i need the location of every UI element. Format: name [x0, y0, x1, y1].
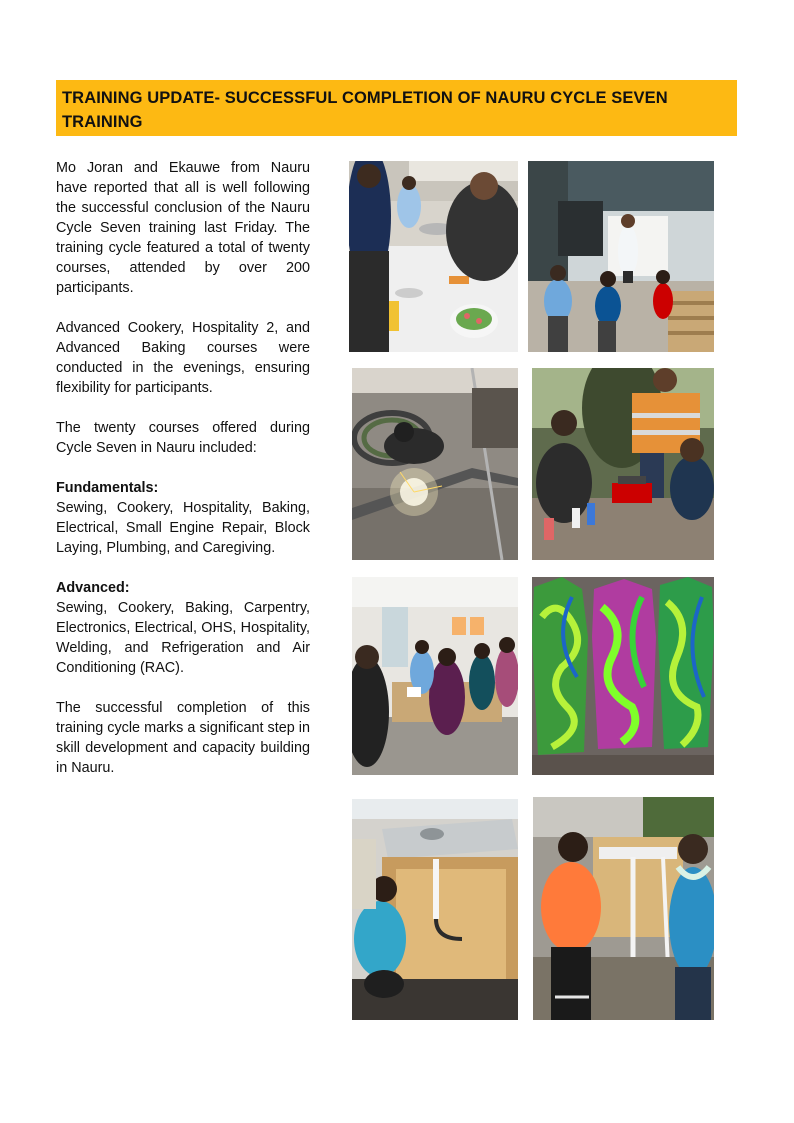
- courses-intro-paragraph: The twenty courses offered during Cycle Seven in Nauru included:: [56, 420, 310, 456]
- small-engine-repair-photo: [532, 368, 714, 560]
- welding-practice-photo: [352, 368, 518, 560]
- cookery-class-photo: [349, 161, 518, 352]
- sewn-shirts-photo: [532, 577, 714, 775]
- page-title: TRAINING UPDATE- SUCCESSFUL COMPLETION OF NAURU CYCLE SEVEN TRAINING: [62, 89, 668, 131]
- title-banner: [56, 80, 737, 136]
- sink-plumbing-photo: [352, 799, 518, 1020]
- classroom-whiteboard-photo: [528, 161, 714, 352]
- electronics-workshop-photo: [352, 577, 518, 775]
- fundamentals-list: Sewing, Cookery, Hospitality, Baking, Electrical, Small Engine Repair, Block Laying, Plumbing, and Caregiving.: [56, 500, 310, 556]
- article-text: [56, 158, 310, 798]
- advanced-heading: Advanced:: [56, 580, 130, 596]
- fundamentals-heading: Fundamentals:: [56, 480, 159, 496]
- outdoor-plumbing-photo: [533, 797, 714, 1020]
- intro-paragraph: Mo Joran and Ekauwe from Nauru have reported that all is well following the successful conclusion of the Nauru Cycle Seven training last Friday. The training cycle featured a total of twenty courses, attended by over 200 participants.: [56, 160, 310, 296]
- conclusion-paragraph: The successful completion of this training cycle marks a significant step in skill development and capacity building in Nauru.: [56, 700, 310, 776]
- evening-courses-paragraph: Advanced Cookery, Hospitality 2, and Advanced Baking courses were conducted in the evenings, ensuring flexibility for participants.: [56, 320, 310, 396]
- advanced-list: Sewing, Cookery, Baking, Carpentry, Electronics, Electrical, OHS, Hospitality, Welding, and Refrigeration and Air Conditioning (RAC).: [56, 600, 310, 676]
